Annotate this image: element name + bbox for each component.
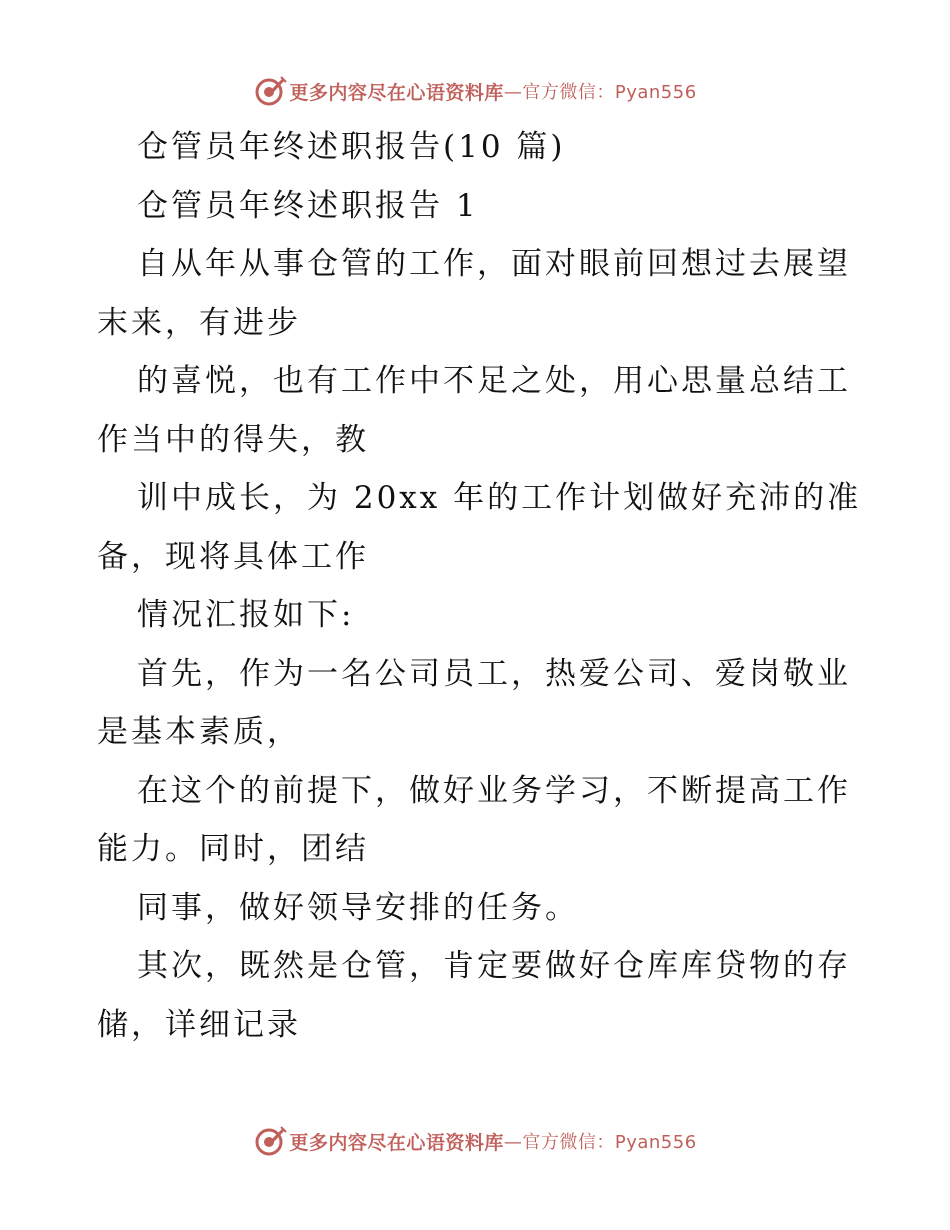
document-line: 能力。同时，团结	[97, 831, 369, 867]
pen-logo-icon	[253, 1124, 287, 1158]
document-line: 作当中的得失，教	[97, 421, 369, 458]
footer-banner	[0, 1121, 950, 1161]
document-line: 是基本素质，	[97, 714, 301, 750]
banner-wechat-text: —官方微信：Pyan556	[503, 82, 697, 103]
document-line: 备，现将具体工作	[97, 538, 369, 575]
document-line: 情况汇报如下:	[137, 597, 355, 633]
document-line: 自从年从事仓管的工作，面对眼前回想过去展望	[137, 246, 851, 282]
banner-wechat-text: —官方微信：Pyan556	[503, 1132, 697, 1153]
pen-logo-icon	[253, 74, 287, 108]
document-line: 训中成长，为 20xx 年的工作计划做好充沛的准	[137, 480, 862, 516]
banner-main-text: 更多内容尽在心语资料库	[289, 81, 504, 104]
banner-main-text: 更多内容尽在心语资料库	[289, 1131, 504, 1154]
document-line: 仓管员年终述职报告 1	[137, 187, 479, 224]
document-line: 其次，既然是仓管，肯定要做好仓库库贷物的存	[137, 948, 851, 984]
document-line: 储，详细记录	[97, 1006, 301, 1043]
document-line: 首先，作为一名公司员工，热爱公司、爱岗敬业	[137, 655, 851, 692]
header-banner	[0, 71, 950, 111]
document-line: 末来，有进步	[97, 304, 301, 341]
document-line: 的喜悦，也有工作中不足之处，用心思量总结工	[137, 363, 851, 399]
document-body	[97, 118, 862, 1054]
document-line: 在这个的前提下，做好业务学习，不断提高工作	[137, 772, 851, 809]
document-line: 同事，做好领导安排的任务。	[137, 889, 579, 926]
document-line: 仓管员年终述职报告(10 篇)	[137, 129, 566, 165]
